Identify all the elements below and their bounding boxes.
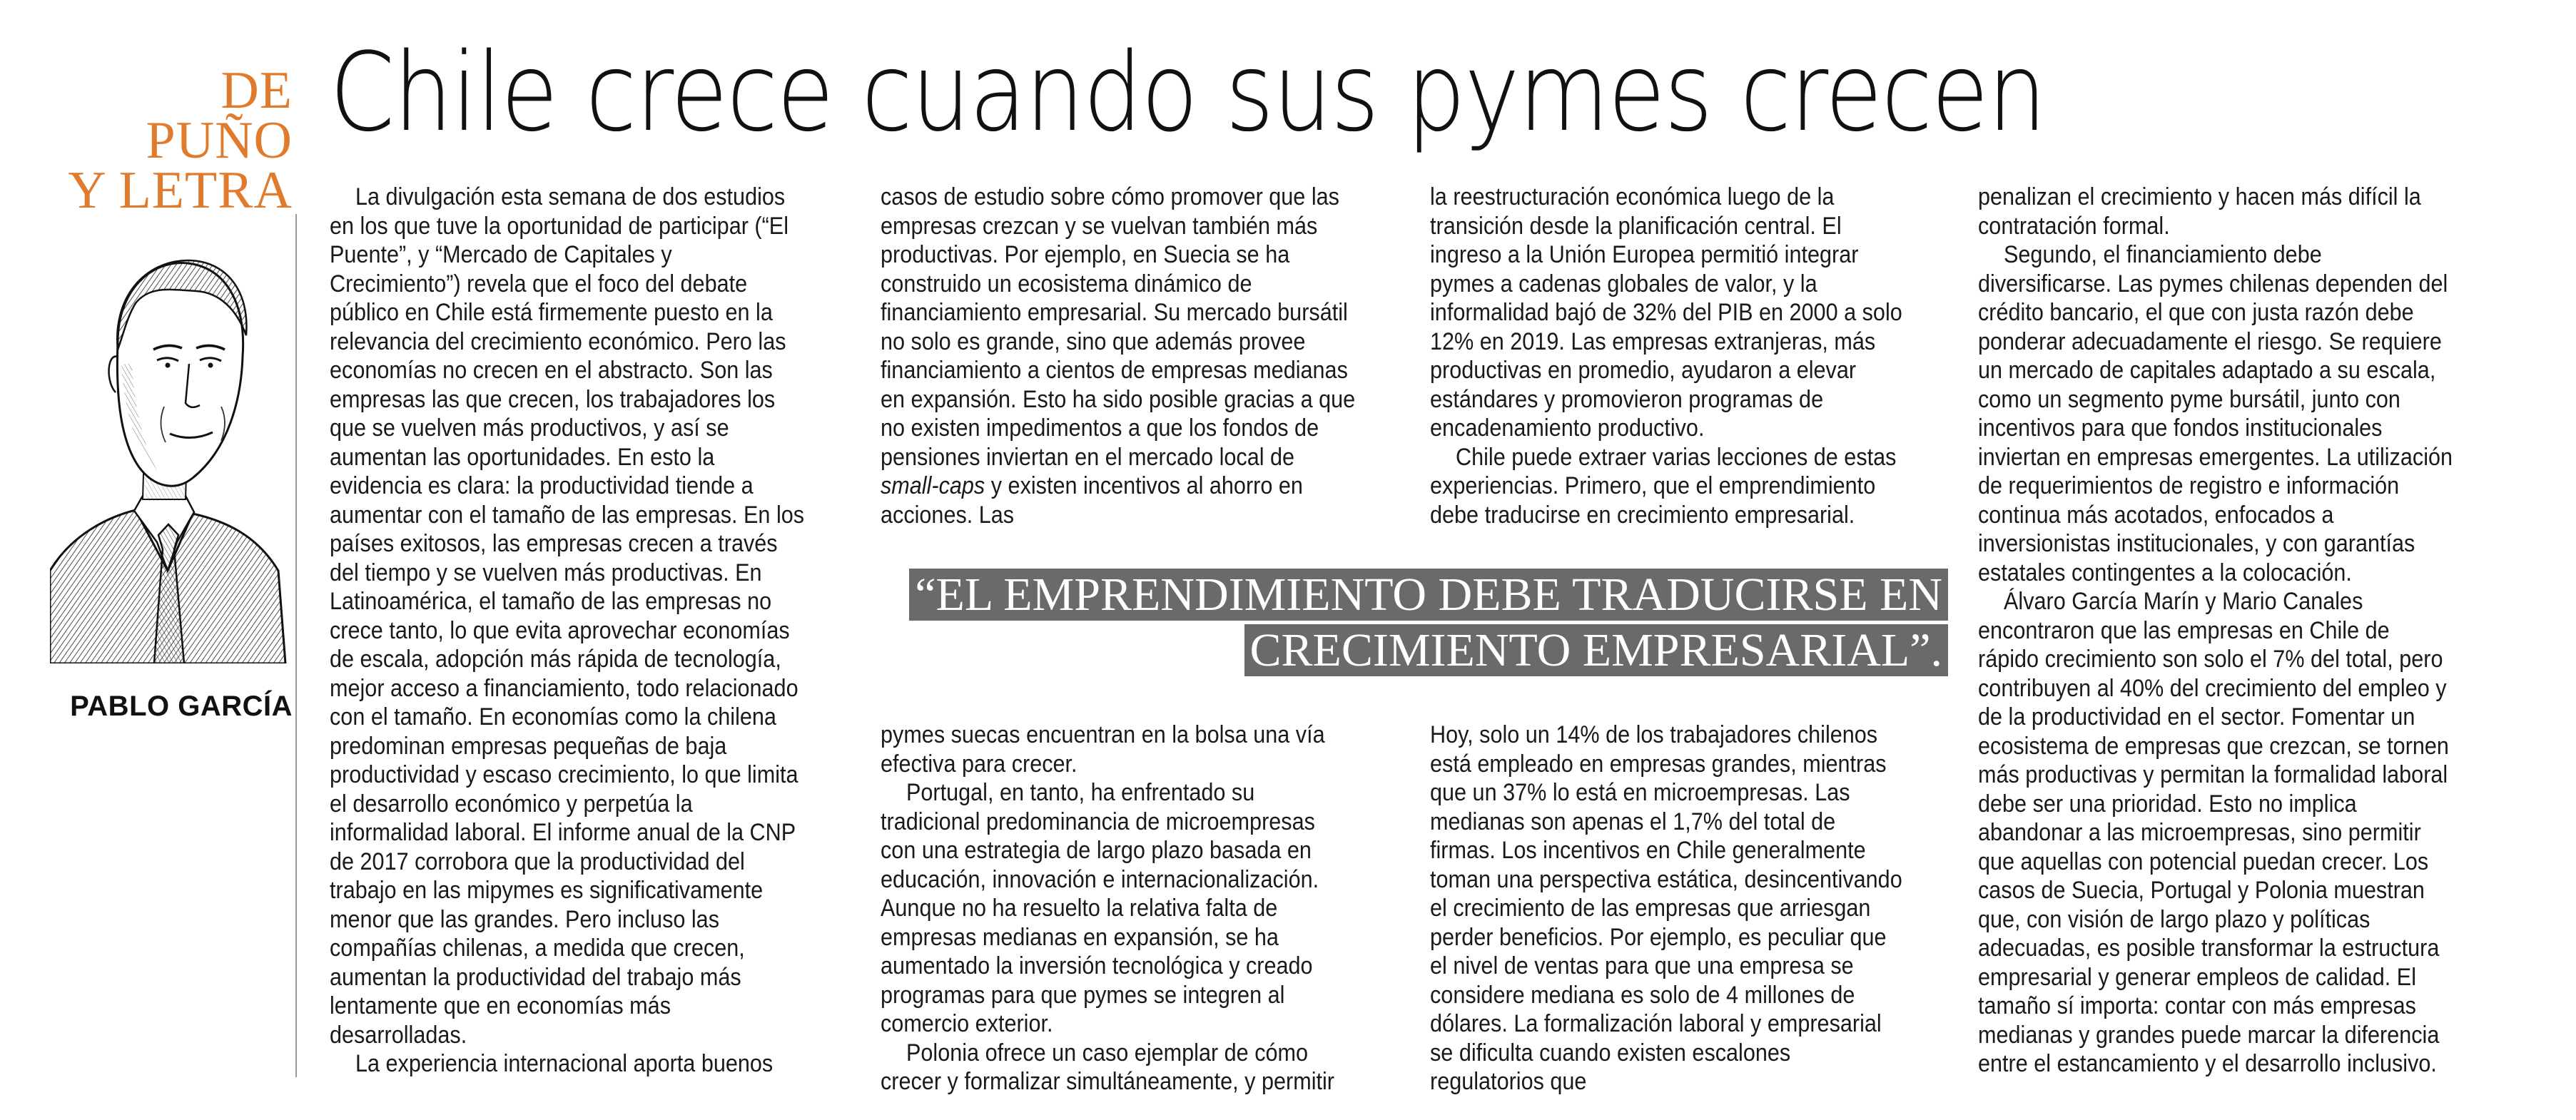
section-label-line: Y LETRA <box>68 161 293 220</box>
italic-term: small-caps <box>881 472 985 499</box>
paragraph: pymes suecas encuentran en la bolsa una vía efectiva para crecer. <box>881 721 1325 778</box>
paragraph-text: y existen incentivos al ahorro en acciones. Las <box>881 472 1303 529</box>
article-column-2-bottom <box>881 721 1356 1096</box>
article-column-3-bottom <box>1430 721 1905 1096</box>
paragraph: Portugal, en tanto, ha enfrentado su tradicional predominancia de microempresas con una estrategia de largo plazo basada en educación, innovación e internacionalización. Aunque no ha resuelto la relativa falta de empresas medianas en expansión, se ha aumentado la inversión tecnológica y creado programas para que pymes se integren al comercio exterior. <box>881 779 1319 1037</box>
paragraph: Segundo, el financiamiento debe diversificarse. Las pymes chilenas dependen del crédito bancario, el que con justa razón debe ponderar adecuadamente el riesgo. Se requiere un mercado de capitales adaptado a su escala, como un segmento pyme bursátil, junto con incentivos para que fondos institucionales inviertan en empresas emergentes. La utilización de requerimientos de registro e información continua más acotados, enfocados a inversionistas institucionales, y con garantías estatales contingentes a la colocación. <box>1978 241 2453 586</box>
paragraph: Polonia ofrece un caso ejemplar de cómo crecer y formalizar simultáneamente, y permitir <box>881 1039 1334 1095</box>
article-column-3-top <box>1430 183 1905 529</box>
paragraph: Chile puede extraer varias lecciones de estas experiencias. Primero, que el emprendimiento debe traducirse en crecimiento empresarial. <box>1430 443 1897 529</box>
article-column-4 <box>1978 183 2453 1079</box>
pull-quote-text: “EL EMPRENDIMIENTO DEBE TRADUCIRSE EN CRECIMIENTO EMPRESARIAL”. <box>909 569 1948 676</box>
paragraph: Hoy, solo un 14% de los trabajadores chilenos está empleado en empresas grandes, mientras que un 37% lo está en microempresas. Las medianas son apenas el 1,7% del total de firmas. Los incentivos en Chile generalmente toman una perspectiva estática, desincentivando el crecimiento de las empresas que arriesgan perder beneficios. Por ejemplo, es peculiar que el nivel de ventas para que una empresa se considere mediana es solo de 4 millones de dólares. La formalización laboral y empresarial se dificulta cuando existen escalones regulatorios que <box>1430 721 1902 1095</box>
section-label <box>43 61 293 220</box>
paragraph-text: casos de estudio sobre cómo promover que las empresas crezcan y se vuelvan también más productivas. Por ejemplo, en Suecia se ha construido un ecosistema dinámico de financiamiento empresarial. Su mercado bursátil no solo es grande, sino que además provee financiamiento a cientos de empresas medianas en expansión. Esto ha sido posible gracias a que no existen impedimentos a que los fondos de pensiones inviertan en el mercado local de <box>881 183 1356 471</box>
paragraph: la reestructuración económica luego de la transición desde la planificación central. El ingreso a la Unión Europea permitió integrar pymes a cadenas globales de valor, y la informalidad bajó de 32% del PIB en 2000 a solo 12% en 2019. Las empresas extranjeras, más productivas en promedio, ayudaron a elevar estándares y promovieron programas de encadenamiento productivo. <box>1430 183 1902 442</box>
article-column-1 <box>330 183 805 1079</box>
article-column-2-top <box>881 183 1356 529</box>
paragraph: penalizan el crecimiento y hacen más difícil la contratación formal. <box>1978 183 2421 240</box>
pull-quote <box>856 567 1948 678</box>
author-name: PABLO GARCÍA <box>70 691 293 722</box>
paragraph: La experiencia internacional aporta buenos <box>355 1050 774 1077</box>
section-label-line: DE <box>220 61 293 120</box>
column-divider <box>295 214 297 1077</box>
paragraph <box>881 183 1356 529</box>
author-portrait-icon <box>50 235 293 663</box>
paragraph: La divulgación esta semana de dos estudios en los que tuve la oportunidad de participar (“El Puente”, y “Mercado de Capitales y Crecimiento”) revela que el foco del debate público en Chile está firmemente puesto en la relevancia del crecimiento económico. Pero las economías no crecen en el abstracto. Son las empresas las que crecen, los trabajadores los que se vuelven más productivos, y así se aumentan las oportunidades. En esto la evidencia es clara: la productividad tiende a aumentar con el tamaño de las empresas. En los países exitosos, las empresas crecen a través del tiempo y se vuelven más productivas. En Latinoamérica, el tamaño de las empresas no crece tanto, lo que evita aprovechar economías de escala, adopción más rápida de tecnología, mejor acceso a financiamiento, todo relacionado con el tamaño. En economías como la chilena predominan empresas pequeñas de baja productividad y escaso crecimiento, lo que limita el desarrollo económico y perpetúa la informalidad laboral. El informe anual de la CNP de 2017 corrobora que la productividad del trabajo en las mipymes es significativamente menor que las grandes. Pero incluso las compañías chilenas, a medida que crecen, aumentan la productividad del trabajo más lentamente que en economías más desarrolladas. <box>330 183 805 1049</box>
paragraph: Álvaro García Marín y Mario Canales encontraron que las empresas en Chile de rápido crecimiento son solo el 7% del total, pero contribuyen al 40% del crecimiento del empleo y de la productividad en el sector. Fomentar un ecosistema de empresas que crezcan, se tornen más productivas y permitan la formalidad laboral debe ser una prioridad. Esto no implica abandonar a las microempresas, sino permitir que aquellas con potencial puedan crecer. Los casos de Suecia, Portugal y Polonia muestran que, con visión de largo plazo y políticas adecuadas, es posible transformar la estructura empresarial y generar empleos de calidad. El tamaño sí importa: contar con más empresas medianas y grandes puede marcar la diferencia entre el estancamiento y el desarrollo inclusivo. <box>1978 588 2449 1077</box>
headline: Chile crece cuando sus pymes crecen <box>330 29 2046 156</box>
section-label-line: PUÑO <box>146 111 293 170</box>
